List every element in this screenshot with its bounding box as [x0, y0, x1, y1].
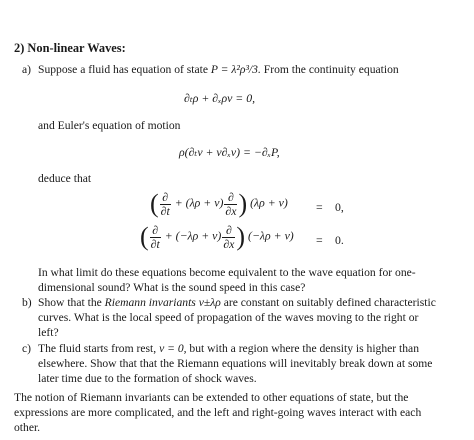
- eq2-velocity-term: + (−λρ + v): [164, 228, 222, 243]
- eq1-dx-num: ∂: [224, 191, 237, 204]
- part-b-post: are constant on suitably defined characteristic: [220, 296, 436, 309]
- continuity-equation: ∂ₜρ + ∂ₓρv = 0,: [184, 91, 256, 105]
- question-line-1: In what limit do these equations become equivalent to the wave equation for one-: [38, 266, 416, 279]
- part-b-label: b): [22, 296, 32, 309]
- riemann-equation-1: [150, 191, 288, 217]
- eq2-dt-fraction: [150, 224, 161, 250]
- part-c-post: but with a region where the density is higher than: [186, 342, 419, 355]
- eq1-dt-den: ∂t: [160, 203, 170, 218]
- part-c-line-2: elsewhere. Show that that the Riemann equations will inevitably break down at some: [38, 357, 433, 370]
- part-a-intro: [38, 63, 399, 76]
- eq2-dx-fraction: [222, 224, 235, 250]
- riemann-equation-2: [140, 224, 294, 250]
- eq1-dt-fraction: [160, 191, 171, 217]
- part-c-pre: The fluid starts from rest,: [38, 342, 160, 355]
- eq2-dx-num: ∂: [222, 224, 235, 237]
- closing-line-3: other.: [14, 421, 41, 434]
- eq2-dx-den: ∂x: [223, 236, 235, 251]
- riemann-invariants-term: Riemann invariants: [104, 296, 196, 309]
- eq1-target: (λρ + v): [250, 195, 288, 210]
- rest-condition: v = 0,: [159, 342, 187, 355]
- eq1-dx-fraction: [224, 191, 237, 217]
- closing-line-1: The notion of Riemann invariants can be extended to other equations of state, but the: [14, 391, 409, 404]
- question-line-2: dimensional sound? What is the sound speed in this case?: [38, 281, 306, 294]
- eq2-dt-num: ∂: [150, 224, 161, 237]
- eq2-close-paren: ): [236, 222, 246, 251]
- eq1-open-paren: (: [150, 189, 159, 218]
- eq2-rhs: 0.: [335, 233, 344, 247]
- part-b-line-3: left?: [38, 326, 59, 339]
- eq1-dt-num: ∂: [160, 191, 171, 204]
- problem-heading: 2) Non-linear Waves:: [14, 41, 126, 55]
- eq2-target: (−λρ + v): [248, 228, 294, 243]
- eq1-velocity-term: + (λρ + v): [174, 195, 224, 210]
- eq2-dt-den: ∂t: [150, 236, 160, 251]
- invariant-expression: v±λρ: [195, 296, 221, 309]
- eq2-equals: =: [316, 233, 323, 247]
- part-b-line-1: [38, 296, 436, 309]
- equation-of-state: P = λ²ρ³/3.: [210, 63, 261, 76]
- eq1-close-paren: ): [238, 189, 248, 218]
- part-c-label: c): [22, 342, 32, 355]
- euler-intro: and Euler's equation of motion: [38, 119, 181, 132]
- euler-equation: ρ(∂ₜv + v∂ₓv) = −∂ₓP,: [179, 145, 280, 159]
- part-b-line-2: curves. What is the local speed of propagation of the waves moving to the right or: [38, 311, 419, 324]
- part-c-line-3: later time due to the formation of shock waves.: [38, 372, 257, 385]
- eq1-equals: =: [316, 200, 323, 214]
- eq1-dx-den: ∂x: [225, 203, 237, 218]
- part-a-label: a): [22, 63, 32, 76]
- eq2-open-paren: (: [140, 222, 149, 251]
- part-a-intro-post: From the continuity equation: [260, 63, 399, 76]
- part-c-line-1: [38, 342, 419, 355]
- part-a-intro-pre: Suppose a fluid has equation of state: [38, 63, 211, 76]
- part-b-pre: Show that the: [38, 296, 105, 309]
- deduce-text: deduce that: [38, 172, 92, 185]
- eq1-rhs: 0,: [335, 200, 344, 214]
- closing-line-2: expressions are more complicated, and the left and right-going waves interact with each: [14, 406, 422, 419]
